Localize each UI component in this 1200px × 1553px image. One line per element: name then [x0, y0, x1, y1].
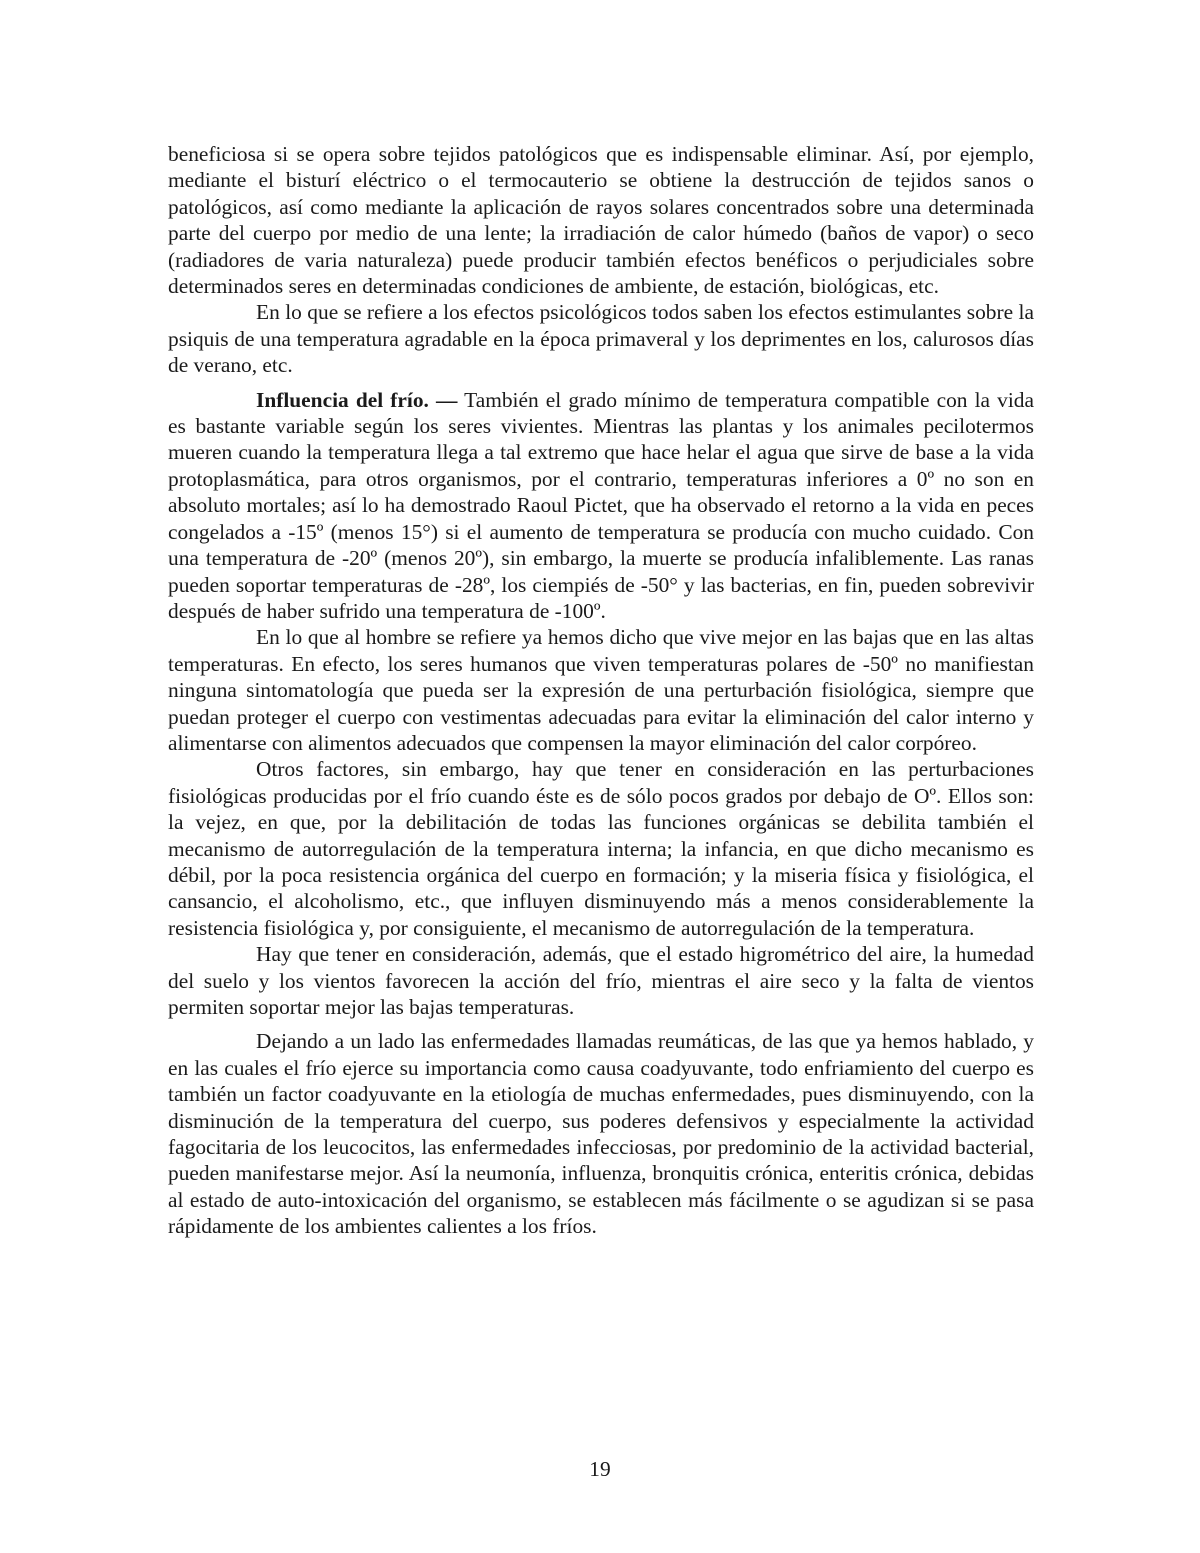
paragraph-text: También el grado mínimo de temperatura compatible con la vida es bastante variable según los seres vivientes. Mientras las plantas y los animales pecilotermos mueren cuando la temperatura llega a tal extremo que hace helar el agua que sirve de base a la vida protoplasmática, para otros organismos, por el contrario, temperaturas inferiores a 0º no son en absoluto mortales; así lo ha demostrado Raoul Pictet, que ha observado el retorno a la vida en peces congelados a -15º (menos 15°) si el aumento de temperatura se producía con mucho cuidado. Con una temperatura de -20º (menos 20º), sin embargo, la muerte se producía infaliblemente. Las ranas pueden soportar temperaturas de -28º, los ciempiés de -50° y las bacterias, en fin, pueden sobrevivir después de haber sufrido una temperatura de -100º. [168, 387, 1034, 623]
page-body [168, 141, 1034, 1240]
page-number: 19 [589, 1457, 611, 1481]
paragraph: En lo que se refiere a los efectos psicológicos todos saben los efectos estimulantes sobre la psiquis de una temperatura agradable en la época primaveral y los deprimentes en los, calurosos días de verano, etc. [168, 300, 1034, 378]
paragraph: beneficiosa si se opera sobre tejidos patológicos que es indispensable eliminar. Así, por ejemplo, mediante el bisturí eléctrico o el termocauterio se obtiene la destrucción de tejidos sanos o patológicos, así como mediante la aplicación de rayos solares concentrados sobre una determinada parte del cuerpo por medio de una lente; la irradiación de calor húmedo (baños de vapor) o seco (radiadores de varia naturaleza) puede producir también efectos benéficos o perjudiciales sobre determinados seres en determinadas condiciones de ambiente, de estación, biológicas, etc. [168, 142, 1034, 299]
paragraph: Otros factores, sin embargo, hay que tener en consideración en las perturbaciones fisiológicas producidas por el frío cuando éste es de sólo pocos grados por debajo de Oº. Ellos son: la vejez, en que, por la debilitación de todas las funciones orgánicas se debilita también el mecanismo de autorregulación de la temperatura interna; la infancia, en que dicho mecanismo es débil, por la poca resistencia orgánica del cuerpo en formación; y la miseria física y fisiológica, el cansancio, el alcoholismo, etc., que influyen disminuyendo más a menos considerablemente la resistencia fisiológica y, por consiguiente, el mecanismo de autorregulación de la temperatura. [168, 757, 1034, 940]
paragraph-influencia-del-frio [168, 387, 1034, 625]
paragraph: En lo que al hombre se refiere ya hemos dicho que vive mejor en las bajas que en las altas temperaturas. En efecto, los seres humanos que viven temperaturas polares de -50º no manifiestan ninguna sintomatología que pueda ser la expresión de una perturbación fisiológica, siempre que puedan proteger el cuerpo con vestimentas adecuadas para evitar la eliminación del calor interno y alimentarse con alimentos adecuados que compensen la mayor eliminación del calor corpóreo. [168, 625, 1034, 755]
section-heading: Influencia del frío. — [256, 387, 458, 412]
paragraph: Hay que tener en consideración, además, que el estado higrométrico del aire, la humedad del suelo y los vientos favorecen la acción del frío, mientras el aire seco y la falta de vientos permiten soportar mejor las bajas temperaturas. [168, 942, 1034, 1019]
paragraph: Dejando a un lado las enfermedades llamadas reumáticas, de las que ya hemos hablado, y en las cuales el frío ejerce su importancia como causa coadyuvante, todo enfriamiento del cuerpo es también un factor coadyuvante en la etiología de muchas enfermedades, pues disminuyendo, con la disminución de la temperatura del cuerpo, sus poderes defensivos y especialmente la actividad fagocitaria de los leucocitos, las enfermedades infecciosas, por predominio de la actividad bacterial, pueden manifestarse mejor. Así la neumonía, influenza, bronquitis crónica, enteritis crónica, debidas al estado de auto-intoxicación del organismo, se establecen más fácilmente o se agudizan si se pasa rápidamente de los ambientes calientes a los fríos. [168, 1029, 1034, 1239]
